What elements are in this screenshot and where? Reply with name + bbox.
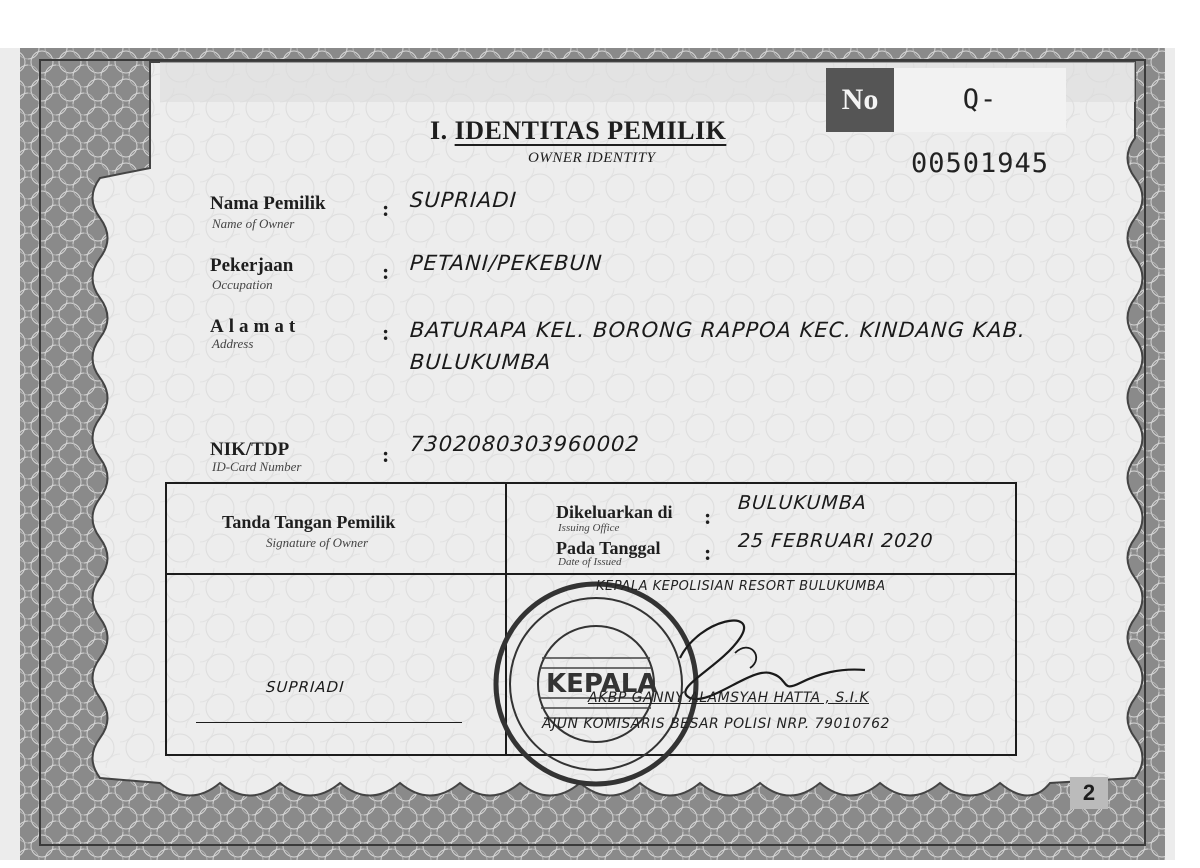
address-value-line2: BULUKUMBA [409,350,553,374]
page-number: 2 [1070,777,1108,809]
issued-on-label: Pada Tanggal [556,538,661,558]
section-title-number: I. [430,116,448,145]
issued-at-value: BULUKUMBA [737,492,868,514]
owner-signature-label: Tanda Tangan Pemilik [222,512,396,532]
owner-name-colon: : [382,196,390,221]
seal-center-text: KEPALA [546,669,658,699]
issued-at-label-en: Issuing Office [558,522,620,534]
occupation-label-en: Occupation [212,277,273,292]
certificate-number-value: Q-00501945 [894,68,1066,132]
owner-name-value: SUPRIADI [409,188,518,212]
owner-name-label-en: Name of Owner [212,216,295,231]
occupation-label: Pekerjaan [210,255,294,276]
address-label: Alamat [210,316,301,337]
issued-on-colon: : [704,540,712,565]
section-title [430,116,726,146]
issued-on-value: 25 FEBRUARI 2020 [737,530,935,552]
nik-label-en: ID-Card Number [212,459,302,474]
occupation-colon: : [382,259,390,284]
section-subtitle: OWNER IDENTITY [528,150,656,166]
owner-signature-line [196,722,462,723]
issued-at-colon: : [704,504,712,529]
issued-at-label: Dikeluarkan di [556,502,673,522]
authority-title: KEPALA KEPOLISIAN RESORT BULUKUMBA [596,579,886,594]
address-value-line1: BATURAPA KEL. BORONG RAPPOA KEC. KINDANG KAB. [409,318,1027,342]
nik-value: 7302080303960002 [409,432,641,456]
occupation-value: PETANI/PEKEBUN [409,251,604,275]
nik-colon: : [382,442,390,467]
certificate-number-label: No [826,68,894,132]
address-colon: : [382,320,390,345]
vehicle-ownership-document [0,48,1175,860]
section-title-text: IDENTITAS PEMILIK [454,116,727,145]
owner-signature-label-en: Signature of Owner [266,535,369,550]
owner-signed-name: SUPRIADI [265,678,346,696]
official-rank: AJUN KOMISARIS BESAR POLISI NRP. 79010762 [542,716,890,732]
table-divider-horizontal [165,573,1015,575]
owner-name-label: Nama Pemilik [210,193,326,214]
issued-on-label-en: Date of Issued [558,556,622,568]
address-label-en: Address [212,336,254,351]
nik-label: NIK/TDP [210,439,290,460]
certificate-number-box [826,68,1066,179]
official-name: AKBP GANNY ALAMSYAH HATTA , S.I.K [588,690,869,706]
